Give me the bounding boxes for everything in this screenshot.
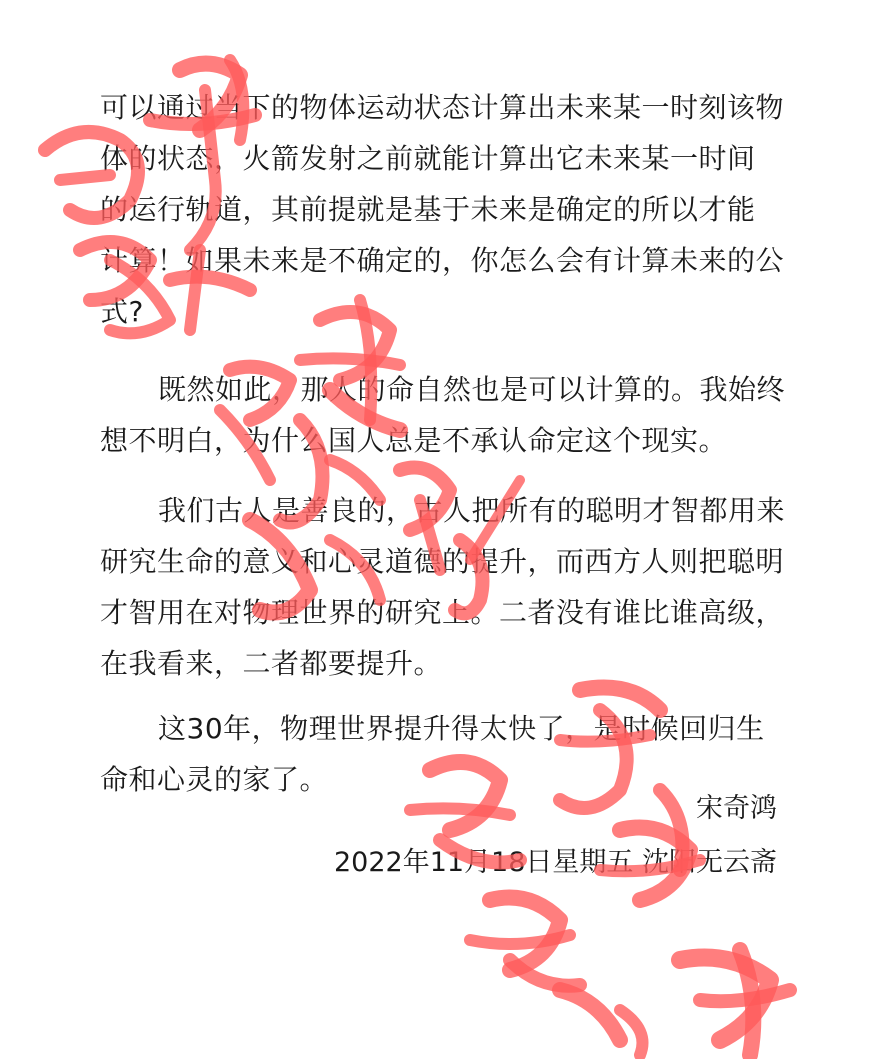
paragraph-gap xyxy=(100,689,780,703)
body-line: 可以通过当下的物体运动状态计算出未来某一时刻该物 xyxy=(100,91,785,124)
body-line: 才智用在对物理世界的研究上。二者没有谁比谁高级， xyxy=(100,596,785,629)
letter-body xyxy=(100,82,786,805)
body-line: 命和心灵的家了。 xyxy=(100,763,329,796)
body-line: 计算！如果未来是不确定的，你怎么会有计算未来的公 xyxy=(100,244,785,277)
signature-block xyxy=(334,782,777,890)
paragraph-gap xyxy=(100,337,780,364)
body-line: 既然如此，那人的命自然也是可以计算的。我始终 xyxy=(158,373,786,406)
body-line: 研究生命的意义和心灵道德的提升，而西方人则把聪明 xyxy=(100,545,785,578)
body-line: 这30年，物理世界提升得太快了，是时候回归生 xyxy=(158,712,765,745)
body-line: 的运行轨道，其前提就是基于未来是确定的所以才能 xyxy=(100,193,756,226)
body-line: 我们古人是善良的，古人把所有的聪明才智都用来 xyxy=(158,494,786,527)
body-line: 体的状态，火箭发射之前就能计算出它未来某一时间 xyxy=(100,142,756,175)
body-line: 在我看来，二者都要提升。 xyxy=(100,647,443,680)
author-name: 宋奇鸿 xyxy=(696,793,777,824)
paragraph-gap xyxy=(100,466,780,485)
body-line: 式? xyxy=(100,295,144,328)
body-line: 想不明白，为什么国人总是不承认命定这个现实。 xyxy=(100,424,728,457)
date-place: 2022年11月18日星期五 沈阳无云斋 xyxy=(333,847,777,878)
